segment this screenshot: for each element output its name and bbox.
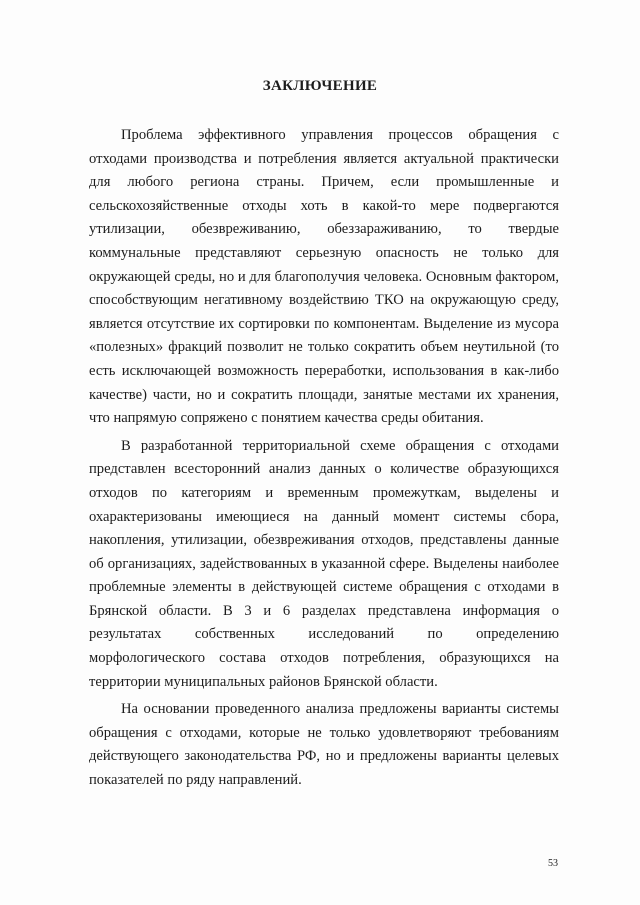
- section-title: ЗАКЛЮЧЕНИЕ: [262, 78, 378, 94]
- body-text: [89, 124, 559, 793]
- paragraph-1: Проблема эффективного управления процессов обращения с отходами производства и потребления является актуальной практически для любого региона страны. Причем, если промышленные и сельскохозяйственные отходы хоть в какой-то мере подвергаются утилизации, обезвреживанию, обеззараживанию, то твердые коммунальные представляют серьезную опасность не только для окружающей среды, но и для благополучия человека. Основным фактором, способствующим негативному воздействию ТКО на окружающую среду, является отсутствие их сортировки по компонентам. Выделение из мусора «полезных» фракций позволит не только сократить объем неутильной (то есть исключающей возможность переработки, использования в как-либо качестве) части, но и сократить площади, занятые местами их хранения, что напрямую сопряжено с понятием качества среды обитания.: [89, 127, 559, 427]
- paragraph-3: На основании проведенного анализа предложены варианты системы обращения с отходами, которые не только удовлетворяют требованиям действующего законодательства РФ, но и предложены варианты целевых показателей по ряду направлений.: [89, 701, 559, 789]
- page-number: 53: [548, 858, 558, 869]
- paragraph-2: В разработанной территориальной схеме обращения с отходами представлен всесторонний анализ данных о количестве образующихся отходов по категориям и временным промежуткам, выделены и охарактеризованы имеющиеся на данный момент системы сбора, накопления, утилизации, обезвреживания отходов, представлены данные об организациях, задействованных в указанной сфере. Выделены наиболее проблемные элементы в действующей системе обращения с отходами в Брянской области. В 3 и 6 разделах представлена информация о результатах собственных исследований по определению морфологического состава отходов потребления, образующихся на территории муниципальных районов Брянской области.: [89, 437, 559, 690]
